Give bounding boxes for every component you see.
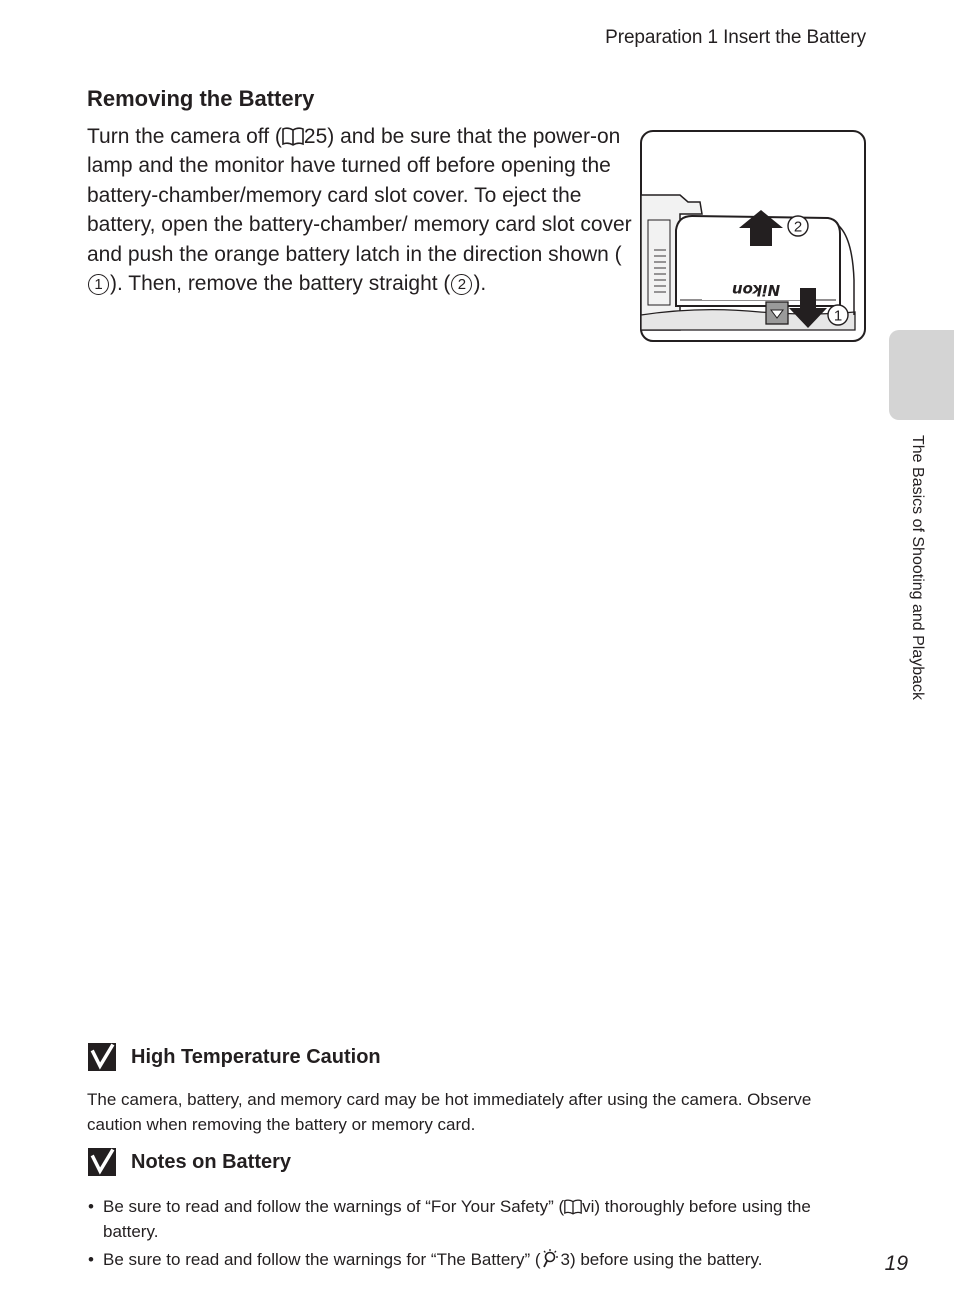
step-1-marker: 1 <box>88 274 109 295</box>
body-paragraph <box>87 122 632 298</box>
book-reference-icon <box>564 1198 582 1215</box>
list-item-text: ) thoroughly before using the battery. <box>103 1197 811 1241</box>
page-ref-3[interactable]: 3 <box>560 1250 570 1269</box>
note-title: Notes on Battery <box>131 1150 292 1173</box>
para-text-3: ). Then, remove the battery straight ( <box>110 272 451 296</box>
caution-check-icon <box>87 1147 117 1177</box>
list-item <box>87 1195 867 1244</box>
note-title: High Temperature Caution <box>131 1045 381 1068</box>
step-2-marker: 2 <box>451 274 472 295</box>
battery-notes <box>87 1145 867 1277</box>
para-text-2: ) and be sure that the power-on lamp and the monitor have turned off before opening the battery-chamber/memory card slot cover. To eject the battery, open the battery-chamber/ memory card slot cover and push the orange battery latch in the direction shown ( <box>87 125 632 266</box>
para-text-1: Turn the camera off ( <box>87 125 282 148</box>
chapter-label: The Basics of Shooting and Playback <box>909 435 926 701</box>
book-reference-icon <box>282 126 304 146</box>
technical-notes-icon <box>540 1248 560 1268</box>
section-title: Removing the Battery <box>87 86 315 111</box>
page-ref-vi[interactable]: vi <box>582 1197 595 1216</box>
note-list <box>87 1195 867 1273</box>
para-text-4: ). <box>473 272 487 296</box>
caution-check-icon <box>87 1042 117 1072</box>
running-header: Preparation 1 Insert the Battery <box>605 27 866 48</box>
battery-brand-label: Nikon <box>731 281 781 299</box>
list-item-text: ) before using the battery. <box>569 1250 763 1269</box>
callout-1: 1 <box>833 307 843 325</box>
note-body: The camera, battery, and memory card may be hot immediately after using the camera. Observe caution when removing the battery or memory card. <box>87 1090 812 1134</box>
battery-removal-illustration <box>640 130 866 342</box>
list-item-text: Be sure to read and follow the warnings of “For Your Safety” ( <box>103 1197 565 1216</box>
callout-2: 2 <box>793 218 803 236</box>
list-item-text: Be sure to read and follow the warnings for “The Battery” ( <box>103 1250 541 1269</box>
chapter-tab <box>889 330 954 420</box>
high-temperature-note <box>87 1040 867 1137</box>
list-item <box>87 1248 867 1273</box>
page-number: 19 <box>884 1252 908 1275</box>
page-ref-25[interactable]: 25 <box>303 125 328 148</box>
